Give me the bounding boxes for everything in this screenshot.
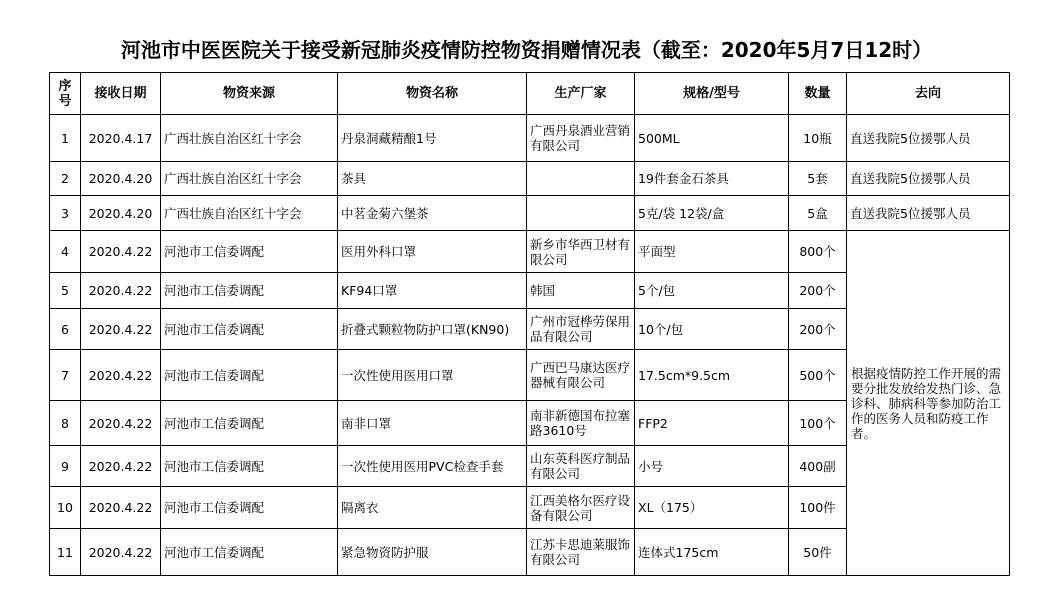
header-source: 物资来源 — [161, 73, 338, 115]
cell-spec: 5克/袋 12袋/盒 — [635, 196, 789, 231]
cell-source: 广西壮族自治区红十字会 — [161, 115, 338, 162]
cell-spec: 19件套金石茶具 — [635, 162, 789, 196]
cell-source: 广西壮族自治区红十字会 — [161, 196, 338, 231]
table-row — [50, 231, 1010, 273]
cell-name: 丹泉洞藏精酿1号 — [338, 115, 527, 162]
header-no: 序号 — [50, 73, 81, 115]
cell-maker: 山东英科医疗制品有限公司 — [527, 446, 635, 487]
cell-name: KF94口罩 — [338, 273, 527, 309]
cell-name: 紧急物资防护服 — [338, 529, 527, 576]
cell-name: 中茗金菊六堡茶 — [338, 196, 527, 231]
cell-maker: 韩国 — [527, 273, 635, 309]
cell-name: 折叠式颗粒物防护口罩(KN90) — [338, 309, 527, 350]
cell-date: 2020.4.20 — [81, 162, 161, 196]
cell-no: 8 — [50, 401, 81, 446]
table-row — [50, 115, 1010, 162]
cell-name: 一次性使用医用口罩 — [338, 350, 527, 401]
cell-date: 2020.4.22 — [81, 529, 161, 576]
cell-qty: 200个 — [789, 273, 847, 309]
cell-no: 6 — [50, 309, 81, 350]
cell-name: 隔离衣 — [338, 487, 527, 529]
cell-maker — [527, 162, 635, 196]
cell-no: 2 — [50, 162, 81, 196]
cell-source: 河池市工信委调配 — [161, 487, 338, 529]
cell-date: 2020.4.22 — [81, 273, 161, 309]
cell-no: 5 — [50, 273, 81, 309]
cell-spec: 连体式175cm — [635, 529, 789, 576]
table-row — [50, 162, 1010, 196]
cell-maker: 广西巴马康达医疗器械有限公司 — [527, 350, 635, 401]
cell-no: 9 — [50, 446, 81, 487]
cell-maker: 广州市冠桦劳保用品有限公司 — [527, 309, 635, 350]
cell-no: 7 — [50, 350, 81, 401]
cell-dest: 直送我院5位援鄂人员 — [847, 162, 1010, 196]
cell-date: 2020.4.22 — [81, 231, 161, 273]
cell-dest: 直送我院5位援鄂人员 — [847, 196, 1010, 231]
cell-spec: 小号 — [635, 446, 789, 487]
cell-no: 3 — [50, 196, 81, 231]
cell-qty: 100件 — [789, 487, 847, 529]
cell-spec: 5个/包 — [635, 273, 789, 309]
header-name: 物资名称 — [338, 73, 527, 115]
cell-source: 河池市工信委调配 — [161, 309, 338, 350]
cell-qty: 500个 — [789, 350, 847, 401]
cell-no: 1 — [50, 115, 81, 162]
page-title: 河池市中医医院关于接受新冠肺炎疫情防控物资捐赠情况表（截至：2020年5月7日12时） — [120, 38, 933, 62]
cell-maker: 广西丹泉酒业营销有限公司 — [527, 115, 635, 162]
cell-qty: 200个 — [789, 309, 847, 350]
cell-source: 河池市工信委调配 — [161, 529, 338, 576]
cell-maker: 江苏卡思迪莱服饰有限公司 — [527, 529, 635, 576]
table-row — [50, 196, 1010, 231]
header-spec: 规格/型号 — [635, 73, 789, 115]
cell-date: 2020.4.22 — [81, 309, 161, 350]
header-maker: 生产厂家 — [527, 73, 635, 115]
cell-spec: XL（175） — [635, 487, 789, 529]
cell-qty: 100个 — [789, 401, 847, 446]
cell-spec: 500ML — [635, 115, 789, 162]
cell-date: 2020.4.22 — [81, 401, 161, 446]
cell-qty: 5盒 — [789, 196, 847, 231]
cell-date: 2020.4.22 — [81, 350, 161, 401]
cell-spec: 17.5cm*9.5cm — [635, 350, 789, 401]
cell-spec: FFP2 — [635, 401, 789, 446]
cell-no: 4 — [50, 231, 81, 273]
cell-no: 11 — [50, 529, 81, 576]
cell-no: 10 — [50, 487, 81, 529]
cell-name: 茶具 — [338, 162, 527, 196]
cell-dest: 直送我院5位援鄂人员 — [847, 115, 1010, 162]
cell-spec: 10个/包 — [635, 309, 789, 350]
cell-qty: 5套 — [789, 162, 847, 196]
cell-source: 河池市工信委调配 — [161, 231, 338, 273]
cell-qty: 10瓶 — [789, 115, 847, 162]
cell-maker — [527, 196, 635, 231]
cell-source: 河池市工信委调配 — [161, 273, 338, 309]
header-date: 接收日期 — [81, 73, 161, 115]
cell-qty: 50件 — [789, 529, 847, 576]
cell-maker: 新乡市华西卫材有限公司 — [527, 231, 635, 273]
cell-maker: 南非新德国布拉塞路3610号 — [527, 401, 635, 446]
table-header-row — [50, 73, 1010, 115]
header-qty: 数量 — [789, 73, 847, 115]
cell-name: 医用外科口罩 — [338, 231, 527, 273]
cell-name: 南非口罩 — [338, 401, 527, 446]
cell-dest-merged: 根据疫情防控工作开展的需要分批发放给发热门诊、急诊科、肺病科等参加防治工作的医务人员和防疫工作者。 — [847, 231, 1010, 576]
donation-table — [49, 72, 1010, 576]
cell-qty: 800个 — [789, 231, 847, 273]
cell-date: 2020.4.22 — [81, 446, 161, 487]
cell-date: 2020.4.22 — [81, 487, 161, 529]
cell-source: 河池市工信委调配 — [161, 401, 338, 446]
cell-spec: 平面型 — [635, 231, 789, 273]
cell-date: 2020.4.17 — [81, 115, 161, 162]
cell-date: 2020.4.20 — [81, 196, 161, 231]
cell-source: 广西壮族自治区红十字会 — [161, 162, 338, 196]
cell-source: 河池市工信委调配 — [161, 350, 338, 401]
cell-source: 河池市工信委调配 — [161, 446, 338, 487]
cell-qty: 400副 — [789, 446, 847, 487]
cell-maker: 江西美格尔医疗设备有限公司 — [527, 487, 635, 529]
header-dest: 去向 — [847, 73, 1010, 115]
cell-name: 一次性使用医用PVC检查手套 — [338, 446, 527, 487]
